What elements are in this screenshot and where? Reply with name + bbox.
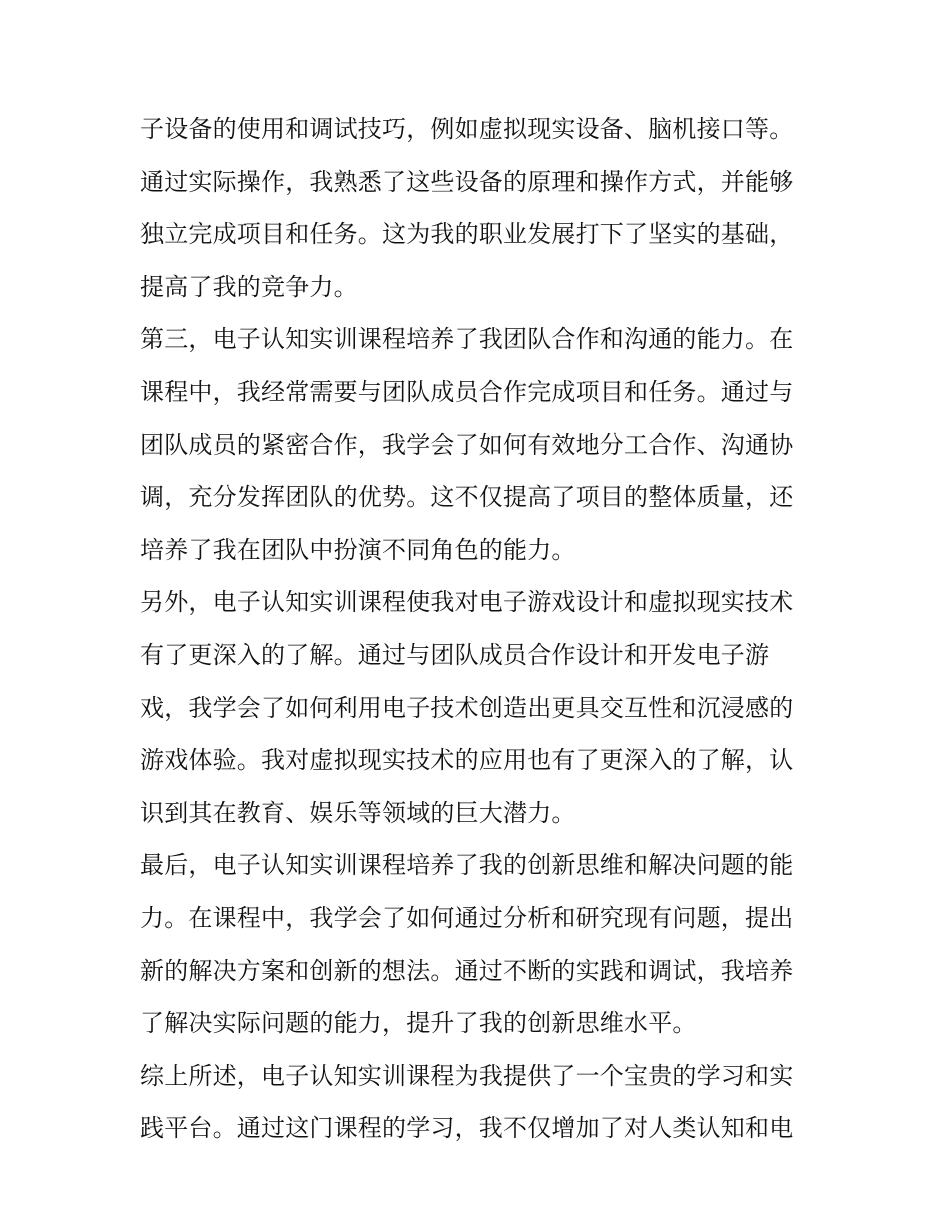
text-line: 独立完成项目和任务。这为我的职业发展打下了坚实的基础， xyxy=(140,220,794,249)
text-line: 识到其在教育、娱乐等领域的巨大潜力。 xyxy=(140,798,576,827)
text-line: 另外，电子认知实训课程使我对电子游戏设计和虚拟现实技术 xyxy=(140,588,794,617)
text-line: 培养了我在团队中扮演不同角色的能力。 xyxy=(140,535,576,564)
text-line: 团队成员的紧密合作，我学会了如何有效地分工合作、沟通协 xyxy=(140,430,794,459)
body-text xyxy=(140,103,820,1155)
text-line: 有了更深入的了解。通过与团队成员合作设计和开发电子游 xyxy=(140,640,770,669)
text-line: 游戏体验。我对虚拟现实技术的应用也有了更深入的了解，认 xyxy=(140,746,794,775)
text-line: 子设备的使用和调试技巧，例如虚拟现实设备、脑机接口等。 xyxy=(140,115,794,143)
text-line: 课程中，我经常需要与团队成员合作完成项目和任务。通过与 xyxy=(140,377,794,406)
text-line: 力。在课程中，我学会了如何通过分析和研究现有问题，提出 xyxy=(140,903,794,932)
text-line: 新的解决方案和创新的想法。通过不断的实践和调试，我培养 xyxy=(140,956,794,985)
text-line: 最后，电子认知实训课程培养了我的创新思维和解决问题的能 xyxy=(140,851,794,880)
text-line: 第三，电子认知实训课程培养了我团队合作和沟通的能力。在 xyxy=(140,325,794,354)
text-line: 践平台。通过这门课程的学习，我不仅增加了对人类认知和电 xyxy=(140,1114,794,1143)
text-line: 提高了我的竞争力。 xyxy=(140,272,358,301)
text-line: 了解决实际问题的能力，提升了我的创新思维水平。 xyxy=(140,1009,697,1038)
text-line: 调，充分发挥团队的优势。这不仅提高了项目的整体质量，还 xyxy=(140,483,794,512)
text-line: 戏，我学会了如何利用电子技术创造出更具交互性和沉浸感的 xyxy=(140,693,794,722)
text-line: 通过实际操作，我熟悉了这些设备的原理和操作方式，并能够 xyxy=(140,167,794,196)
text-line: 综上所述，电子认知实训课程为我提供了一个宝贵的学习和实 xyxy=(140,1061,794,1090)
